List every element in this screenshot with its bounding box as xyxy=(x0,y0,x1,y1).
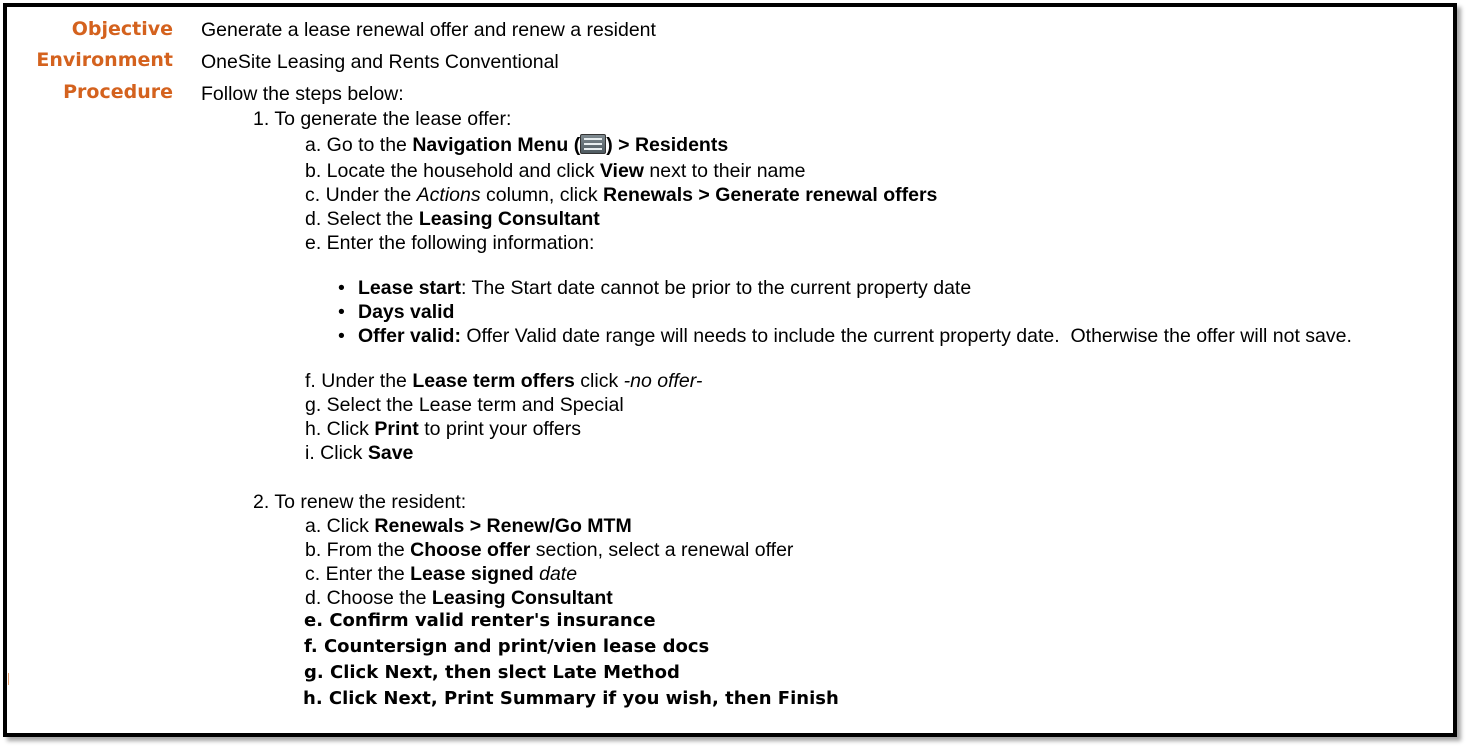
step-bold: View xyxy=(599,160,644,182)
step-italic: Actions xyxy=(416,184,481,206)
step-bold: ) > Residents xyxy=(606,134,729,156)
environment-label: Environment xyxy=(36,49,173,71)
step-bold: Lease signed xyxy=(410,563,534,585)
bullet-offer-valid xyxy=(338,325,1352,348)
step-text: i. Click xyxy=(305,442,368,464)
step-bold: Lease term offers xyxy=(412,370,575,392)
step-text: a. Go to the xyxy=(305,134,413,156)
step2-title: 2. To renew the resident: xyxy=(253,491,467,513)
step-text: h. Click xyxy=(305,418,375,440)
step2-f: f. Countersign and print/vien lease docs xyxy=(304,636,710,657)
step1-h xyxy=(305,418,581,441)
step2-e: e. Confirm valid renter's insurance xyxy=(304,610,656,631)
step-text: d. Select the xyxy=(305,208,419,230)
bullet-days-valid xyxy=(338,301,454,324)
step1-c xyxy=(305,184,937,207)
procedure-label: Procedure xyxy=(63,81,173,103)
step2-a xyxy=(305,515,632,538)
step-text: section, select a renewal offer xyxy=(530,539,794,561)
step1-d xyxy=(305,208,600,231)
environment-value: OneSite Leasing and Rents Conventional xyxy=(201,51,559,73)
step-bold: Days valid xyxy=(358,301,455,323)
step-bold: Save xyxy=(367,442,414,464)
bullet-icon: • xyxy=(338,301,345,323)
margin-mark xyxy=(8,673,9,685)
navigation-menu-icon xyxy=(580,134,606,154)
step1-f xyxy=(305,370,702,393)
step-text: : The Start date cannot be prior to the current property date xyxy=(460,277,972,299)
bullet-lease-start xyxy=(338,277,971,300)
step-text: next to their name xyxy=(643,160,806,182)
objective-label: Objective xyxy=(71,18,173,40)
step2-h: h. Click Next, Print Summary if you wish, then Finish xyxy=(303,688,839,709)
step-text: f. Under the xyxy=(305,370,413,392)
step-text: b. Locate the household and click xyxy=(305,160,600,182)
step-bold: Offer valid: xyxy=(358,325,461,347)
bullet-icon: • xyxy=(338,277,345,299)
step-text: b. From the xyxy=(305,539,411,561)
step2-g: g. Click Next, then slect Late Method xyxy=(304,662,680,683)
step-text: to print your offers xyxy=(418,418,581,440)
step-bold: Leasing Consultant xyxy=(418,208,600,230)
step1-i xyxy=(305,442,413,465)
step1-b xyxy=(305,160,805,183)
step1-a xyxy=(305,134,728,157)
step-bold: Choose offer xyxy=(410,539,531,561)
step-text: Offer Valid date range will needs to include the current property date. Otherwise the offer will not save. xyxy=(460,325,1352,347)
step1-title: 1. To generate the lease offer: xyxy=(253,108,512,130)
step-text: column, click xyxy=(480,184,604,206)
step2-b xyxy=(305,539,793,562)
step-bold: Lease start xyxy=(358,277,461,299)
step2-d xyxy=(305,587,613,610)
step-text: c. Under the xyxy=(305,184,417,206)
objective-value: Generate a lease renewal offer and renew a resident xyxy=(201,19,656,41)
step1-e: e. Enter the following information: xyxy=(305,232,595,254)
step-bold: Print xyxy=(374,418,419,440)
step-italic: -no offer- xyxy=(623,370,703,392)
document-frame xyxy=(3,3,1457,737)
step-italic: date xyxy=(533,563,578,585)
step2-c xyxy=(305,563,577,586)
bullet-icon: • xyxy=(338,325,345,347)
step-text: a. Click xyxy=(305,515,375,537)
step1-g: g. Select the Lease term and Special xyxy=(305,394,624,416)
step-bold: Renewals > Generate renewal offers xyxy=(603,184,938,206)
step-bold: Renewals > Renew/Go MTM xyxy=(374,515,632,537)
step-text: d. Choose the xyxy=(305,587,432,609)
step-bold: Leasing Consultant xyxy=(431,587,613,609)
step-text: c. Enter the xyxy=(305,563,411,585)
step-text: click xyxy=(574,370,624,392)
step-bold: Navigation Menu ( xyxy=(412,134,581,156)
procedure-value: Follow the steps below: xyxy=(201,83,404,105)
